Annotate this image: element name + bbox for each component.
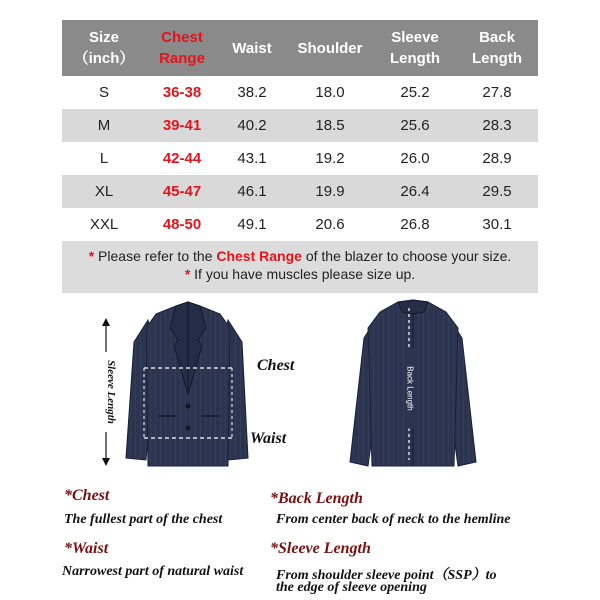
back-cell: 27.8	[482, 84, 512, 101]
back-length-definition-title: *Back Length	[270, 490, 363, 507]
waist-cell: 38.2	[237, 84, 267, 101]
back-cell: 28.9	[482, 150, 512, 167]
back-cell: 30.1	[482, 216, 512, 233]
chest-definition-text: The fullest part of the chest	[64, 512, 223, 527]
chest-label: Chest	[257, 357, 295, 374]
shoulder-cell: 18.5	[286, 109, 374, 142]
sleeve-length-label: Sleeve Length	[105, 352, 117, 432]
shoulder-cell: 19.9	[286, 175, 374, 208]
back-length-definition-text: From center back of neck to the hemline	[276, 512, 511, 527]
chest-cell: 42-44	[162, 150, 202, 167]
waist-cell: 40.2	[218, 109, 286, 142]
note-line-2: * If you have muscles please size up.	[184, 266, 416, 282]
shoulder-cell: 20.6	[315, 216, 345, 233]
size-chart-table	[62, 20, 538, 241]
waist-cell: 49.1	[237, 216, 267, 233]
header-size: Size （inch）	[62, 20, 146, 76]
blazer-front-diagram	[100, 298, 260, 474]
sleeve-length-definition-text-1: From shoulder sleeve point（SSP）to	[276, 568, 497, 583]
back-cell: 28.3	[456, 109, 538, 142]
back-length-label: Back Length	[406, 349, 415, 429]
size-cell: XXL	[89, 216, 119, 233]
table-row	[62, 175, 538, 208]
size-cell: XL	[62, 175, 146, 208]
table-row	[62, 76, 538, 109]
waist-definition-title: *Waist	[64, 540, 109, 557]
button-top	[185, 403, 190, 408]
waist-cell: 46.1	[218, 175, 286, 208]
size-cell: S	[98, 84, 109, 101]
header-shoulder: Shoulder	[286, 20, 374, 76]
waist-definition-text: Narrowest part of natural waist	[62, 564, 244, 579]
chest-cell: 45-47	[146, 175, 218, 208]
button-bottom	[185, 425, 190, 430]
sleeve-cell: 26.8	[400, 216, 430, 233]
sleeve-cell: 25.6	[374, 109, 456, 142]
chest-cell: 39-41	[146, 109, 218, 142]
sleeve-length-definition-title: *Sleeve Length	[270, 540, 371, 557]
waist-cell: 43.1	[237, 150, 267, 167]
back-collar	[398, 300, 428, 314]
size-cell: M	[62, 109, 146, 142]
chest-definition-title: *Chest	[64, 487, 110, 504]
shoulder-cell: 18.0	[315, 84, 345, 101]
size-note	[62, 241, 538, 293]
table-row	[62, 208, 538, 241]
waist-label: Waist	[250, 430, 287, 447]
table-header-row	[62, 20, 538, 76]
sleeve-cell: 25.2	[400, 84, 430, 101]
shoulder-cell: 19.2	[315, 150, 345, 167]
sleeve-cell: 26.4	[374, 175, 456, 208]
header-waist: Waist	[218, 20, 286, 76]
back-cell: 29.5	[456, 175, 538, 208]
table-row	[62, 142, 538, 175]
chest-cell: 36-38	[162, 84, 202, 101]
size-cell: L	[99, 150, 109, 167]
table-row	[62, 109, 538, 142]
chest-cell: 48-50	[162, 216, 202, 233]
header-back-length: Back Length	[456, 20, 538, 76]
header-chest-range: Chest Range	[146, 20, 218, 76]
header-sleeve-length: Sleeve Length	[374, 20, 456, 76]
sleeve-cell: 26.0	[400, 150, 430, 167]
sleeve-length-definition-text-2: the edge of sleeve opening	[276, 580, 427, 595]
note-line-1: * Please refer to the Chest Range of the blazer to choose your size.	[88, 248, 512, 264]
